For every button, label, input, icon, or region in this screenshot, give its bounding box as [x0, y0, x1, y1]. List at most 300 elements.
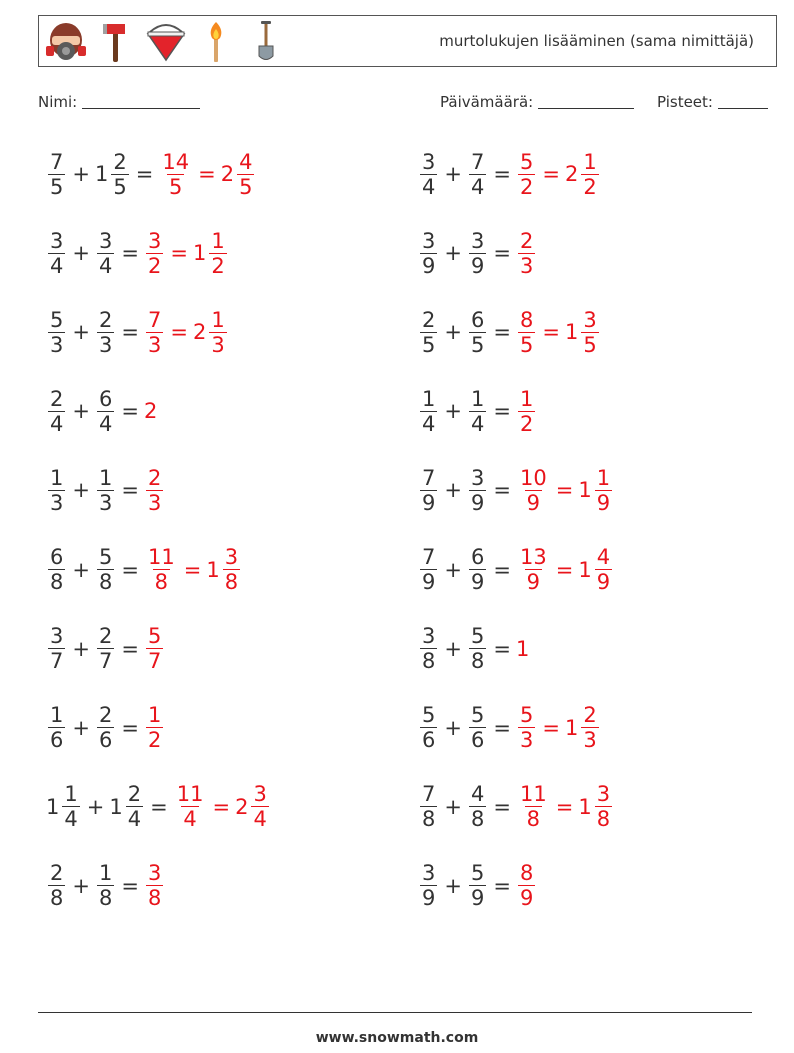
mixed-number [158, 151, 193, 198]
fraction [420, 230, 437, 277]
denominator: 5 [50, 174, 64, 199]
denominator: 3 [519, 728, 534, 753]
denominator: 9 [596, 490, 611, 515]
mixed-number [46, 546, 67, 593]
equals-sign: = [150, 794, 168, 819]
footer-divider [38, 1012, 752, 1013]
mixed-number [467, 783, 488, 830]
denominator: 8 [470, 807, 485, 832]
mixed-number [516, 704, 537, 751]
problem-13 [46, 614, 165, 684]
mixed-number [418, 862, 439, 909]
fraction [48, 862, 65, 909]
numerator: 1 [519, 386, 534, 411]
fraction [97, 230, 114, 277]
numerator: 1 [583, 149, 597, 174]
mixed-number [516, 862, 537, 909]
numerator: 3 [147, 228, 162, 253]
numerator: 3 [422, 149, 436, 174]
mixed-number [95, 309, 116, 356]
fraction [595, 783, 612, 830]
fraction [469, 151, 486, 198]
denominator: 6 [98, 728, 113, 753]
answer [144, 704, 165, 751]
mixed-number [418, 151, 439, 198]
denominator: 4 [98, 253, 113, 278]
denominator: 9 [470, 253, 485, 278]
fraction [146, 862, 163, 909]
numerator: 1 [64, 782, 78, 807]
numerator: 7 [422, 545, 436, 569]
fraction [469, 546, 486, 593]
mixed-number [193, 309, 229, 356]
fraction [420, 388, 437, 435]
denominator: 4 [422, 174, 436, 199]
numerator: 4 [596, 545, 611, 569]
numerator: 3 [596, 782, 611, 807]
mixed-number [565, 309, 601, 356]
equals-sign: = [135, 162, 154, 186]
mixed-number [418, 388, 439, 435]
answer-equals-sign: = [212, 794, 231, 819]
fraction [581, 309, 598, 356]
mixed-number [193, 230, 229, 277]
problem-11 [46, 535, 242, 605]
mixed-number [235, 783, 271, 830]
fraction [209, 230, 226, 277]
mixed-number [46, 625, 67, 672]
numerator: 5 [470, 703, 485, 728]
denominator: 8 [50, 570, 64, 594]
plus-sign: + [444, 557, 462, 582]
numerator: 5 [470, 624, 485, 649]
denominator: 8 [98, 570, 113, 594]
numerator: 11 [176, 782, 204, 807]
answer-equals-sign: = [183, 557, 202, 582]
numerator: 1 [596, 465, 611, 490]
denominator: 8 [50, 886, 64, 911]
numerator: 1 [50, 465, 64, 490]
mixed-number [467, 546, 488, 593]
mixed-number [516, 151, 537, 198]
plus-sign: + [444, 478, 462, 503]
denominator: 9 [470, 570, 485, 594]
equals-sign: = [121, 399, 139, 424]
mixed-number [516, 309, 537, 356]
footer-url: www.snowmath.com [315, 1030, 479, 1046]
numerator: 1 [211, 228, 225, 253]
fraction [48, 625, 65, 672]
mixed-number [418, 546, 439, 593]
mixed-number [467, 388, 488, 435]
fraction [97, 704, 114, 751]
equals-sign: = [121, 320, 139, 345]
fraction [595, 467, 612, 514]
plus-sign: + [72, 557, 90, 582]
denominator: 6 [422, 728, 436, 753]
denominator: 4 [470, 411, 485, 436]
denominator: 4 [98, 411, 113, 436]
numerator: 2 [127, 782, 142, 807]
fraction [146, 309, 163, 356]
answer [516, 638, 530, 660]
denominator: 5 [113, 174, 127, 199]
mixed-number [144, 546, 179, 593]
fraction [48, 388, 65, 435]
fraction [48, 704, 65, 751]
numerator: 3 [422, 861, 436, 886]
equals-sign: = [493, 162, 511, 186]
problem-6 [418, 297, 601, 367]
numerator: 2 [98, 703, 113, 728]
mixed-number [144, 467, 165, 514]
problem-14 [418, 614, 530, 684]
mixed-number [467, 862, 488, 909]
equals-sign: = [493, 320, 511, 345]
denominator: 4 [127, 807, 142, 832]
numerator: 3 [422, 624, 436, 649]
denominator: 5 [583, 332, 597, 357]
numerator: 2 [50, 386, 64, 411]
fraction [518, 546, 549, 593]
numerator: 2 [583, 703, 597, 728]
fraction [469, 388, 486, 435]
mixed-number [467, 704, 488, 751]
denominator: 7 [98, 649, 113, 674]
equals-sign: = [493, 478, 511, 503]
problem-16 [418, 693, 601, 763]
denominator: 7 [147, 649, 162, 674]
problem-7 [46, 376, 158, 446]
mixed-number [95, 862, 116, 909]
numerator: 5 [147, 624, 162, 649]
numerator: 5 [50, 307, 64, 332]
mixed-number [418, 467, 439, 514]
fraction [518, 151, 535, 198]
whole-number: 2 [192, 320, 207, 345]
mixed-number [144, 309, 165, 356]
fraction [237, 151, 254, 198]
denominator: 4 [50, 253, 64, 278]
answer-equals-sign: = [542, 320, 560, 345]
numerator: 10 [519, 465, 547, 490]
denominator: 2 [519, 411, 534, 436]
mixed-number [467, 309, 488, 356]
numerator: 3 [422, 228, 436, 253]
numerator: 1 [470, 386, 485, 411]
answer [516, 467, 614, 514]
answer-equals-sign: = [170, 320, 188, 345]
fraction [469, 230, 486, 277]
plus-sign: + [72, 478, 90, 503]
denominator: 9 [596, 570, 611, 594]
denominator: 5 [519, 332, 534, 357]
numerator: 2 [113, 149, 127, 174]
plus-sign: + [72, 636, 90, 661]
mixed-number [516, 467, 551, 514]
fraction [581, 704, 598, 751]
fraction [48, 546, 65, 593]
fraction [469, 467, 486, 514]
numerator: 3 [470, 228, 485, 253]
equals-sign: = [121, 557, 139, 582]
denominator: 2 [583, 174, 597, 199]
numerator: 1 [50, 703, 64, 728]
mixed-number [516, 546, 551, 593]
denominator: 5 [422, 332, 436, 357]
mixed-number [95, 151, 131, 198]
fraction [469, 704, 486, 751]
fraction [518, 862, 535, 909]
fraction [518, 309, 535, 356]
numerator: 3 [50, 228, 64, 253]
mixed-number [467, 625, 488, 672]
numerator: 4 [239, 149, 253, 174]
answer [144, 862, 165, 909]
answer [144, 625, 165, 672]
denominator: 4 [422, 411, 436, 436]
denominator: 8 [422, 649, 436, 674]
mixed-number [144, 400, 158, 422]
mixed-number [46, 309, 67, 356]
denominator: 8 [470, 649, 485, 674]
mixed-number [467, 151, 488, 198]
numerator: 7 [422, 465, 436, 490]
numerator: 6 [50, 545, 64, 569]
denominator: 9 [422, 253, 436, 278]
plus-sign: + [72, 873, 90, 898]
fraction [518, 467, 549, 514]
mixed-number [95, 625, 116, 672]
denominator: 3 [50, 490, 64, 515]
denominator: 5 [470, 332, 485, 357]
denominator: 3 [583, 728, 597, 753]
answer [158, 151, 256, 198]
problem-20 [418, 851, 537, 921]
whole-number: 1 [192, 241, 207, 266]
answer [173, 783, 271, 830]
fraction [48, 309, 65, 356]
plus-sign: + [72, 399, 90, 424]
numerator: 3 [224, 545, 239, 569]
problem-15 [46, 693, 165, 763]
whole-number: 1 [46, 794, 60, 819]
fraction [146, 467, 163, 514]
whole-number: 1 [206, 557, 220, 582]
denominator: 5 [169, 174, 183, 199]
fraction [420, 862, 437, 909]
denominator: 9 [422, 490, 436, 515]
answer-equals-sign: = [542, 715, 560, 740]
numerator: 3 [50, 624, 64, 649]
denominator: 2 [147, 253, 162, 278]
equals-sign: = [121, 873, 139, 898]
mixed-number [144, 625, 165, 672]
whole-number: 1 [578, 557, 592, 582]
fraction [48, 151, 65, 198]
equals-sign: = [121, 478, 139, 503]
fraction [48, 230, 65, 277]
numerator: 1 [98, 861, 113, 886]
numerator: 5 [422, 703, 436, 728]
mixed-number [109, 783, 145, 830]
denominator: 8 [224, 570, 239, 594]
numerator: 3 [147, 861, 162, 886]
mixed-number [95, 704, 116, 751]
fraction [97, 625, 114, 672]
plus-sign: + [72, 715, 90, 740]
denominator: 4 [64, 807, 78, 832]
fraction [97, 388, 114, 435]
problem-19 [46, 851, 165, 921]
mixed-number [516, 230, 537, 277]
numerator: 1 [211, 307, 225, 332]
mixed-number [418, 625, 439, 672]
mixed-number [418, 783, 439, 830]
answer-equals-sign: = [555, 794, 574, 819]
date-label: Päivämäärä: [440, 93, 534, 111]
whole-number: 2 [564, 162, 579, 186]
mixed-number [578, 783, 614, 830]
problem-2 [418, 139, 601, 209]
fraction [469, 625, 486, 672]
answer-equals-sign: = [170, 241, 188, 266]
denominator: 9 [470, 886, 485, 911]
fraction [420, 783, 437, 830]
problem-9 [46, 455, 165, 525]
fraction [518, 704, 535, 751]
numerator: 5 [519, 703, 534, 728]
numerator: 5 [470, 861, 485, 886]
equals-sign: = [493, 715, 511, 740]
plus-sign: + [444, 715, 462, 740]
numerator: 11 [519, 782, 547, 807]
mixed-number [46, 151, 67, 198]
denominator: 3 [98, 490, 113, 515]
plus-sign: + [444, 320, 462, 345]
answer [516, 388, 537, 435]
whole-number: 2 [143, 399, 158, 424]
numerator: 11 [147, 545, 175, 569]
answer [516, 704, 601, 751]
plus-sign: + [72, 241, 90, 266]
fraction [111, 151, 128, 198]
equals-sign: = [121, 241, 139, 266]
numerator: 2 [98, 307, 113, 332]
plus-sign: + [72, 320, 90, 345]
fraction [146, 704, 163, 751]
mixed-number [95, 546, 116, 593]
denominator: 8 [98, 886, 113, 911]
mixed-number [565, 704, 601, 751]
equals-sign: = [493, 399, 511, 424]
denominator: 4 [253, 807, 267, 832]
numerator: 6 [470, 307, 485, 332]
fraction [469, 309, 486, 356]
numerator: 3 [583, 307, 597, 332]
denominator: 8 [526, 807, 541, 832]
mixed-number [95, 230, 116, 277]
numerator: 8 [519, 307, 534, 332]
denominator: 2 [147, 728, 162, 753]
denominator: 6 [50, 728, 64, 753]
numerator: 2 [519, 228, 534, 253]
fraction [595, 546, 612, 593]
answer [144, 400, 158, 422]
whole-number: 1 [564, 715, 579, 740]
plus-sign: + [86, 794, 105, 819]
mixed-number [46, 862, 67, 909]
equals-sign: = [121, 636, 139, 661]
numerator: 3 [253, 782, 267, 807]
fraction [146, 625, 163, 672]
numerator: 3 [470, 465, 485, 490]
whole-number: 1 [578, 478, 592, 503]
numerator: 7 [147, 307, 162, 332]
denominator: 9 [519, 886, 534, 911]
numerator: 3 [98, 228, 113, 253]
numerator: 8 [519, 861, 534, 886]
plus-sign: + [444, 873, 462, 898]
fraction [420, 625, 437, 672]
mixed-number [46, 467, 67, 514]
numerator: 14 [162, 149, 190, 174]
plus-sign: + [72, 162, 90, 186]
fraction [518, 783, 549, 830]
denominator: 4 [183, 807, 197, 832]
denominator: 4 [50, 411, 64, 436]
numerator: 2 [422, 307, 436, 332]
answer [516, 309, 601, 356]
fraction [209, 309, 226, 356]
plus-sign: + [444, 241, 462, 266]
mixed-number [144, 704, 165, 751]
equals-sign: = [493, 557, 511, 582]
fraction [581, 151, 598, 198]
fraction [469, 783, 486, 830]
mixed-number [418, 309, 439, 356]
equals-sign: = [493, 241, 511, 266]
problem-17 [46, 772, 271, 842]
denominator: 3 [147, 332, 162, 357]
numerator: 2 [50, 861, 64, 886]
answer [516, 230, 537, 277]
problem-4 [418, 218, 537, 288]
problem-8 [418, 376, 537, 446]
denominator: 8 [147, 886, 162, 911]
plus-sign: + [444, 162, 462, 186]
numerator: 7 [50, 149, 64, 174]
numerator: 2 [98, 624, 113, 649]
denominator: 4 [470, 174, 485, 199]
numerator: 2 [147, 465, 162, 490]
denominator: 8 [596, 807, 611, 832]
score-label: Pisteet: [657, 93, 713, 111]
fraction [518, 388, 535, 435]
denominator: 9 [422, 886, 436, 911]
answer [144, 546, 242, 593]
numerator: 6 [470, 545, 485, 569]
answer [144, 230, 229, 277]
numerator: 5 [519, 149, 534, 174]
fraction [420, 309, 437, 356]
equals-sign: = [493, 636, 511, 661]
fraction [469, 862, 486, 909]
fraction [175, 783, 206, 830]
denominator: 7 [50, 649, 64, 674]
numerator: 7 [422, 782, 436, 807]
equals-sign: = [121, 715, 139, 740]
